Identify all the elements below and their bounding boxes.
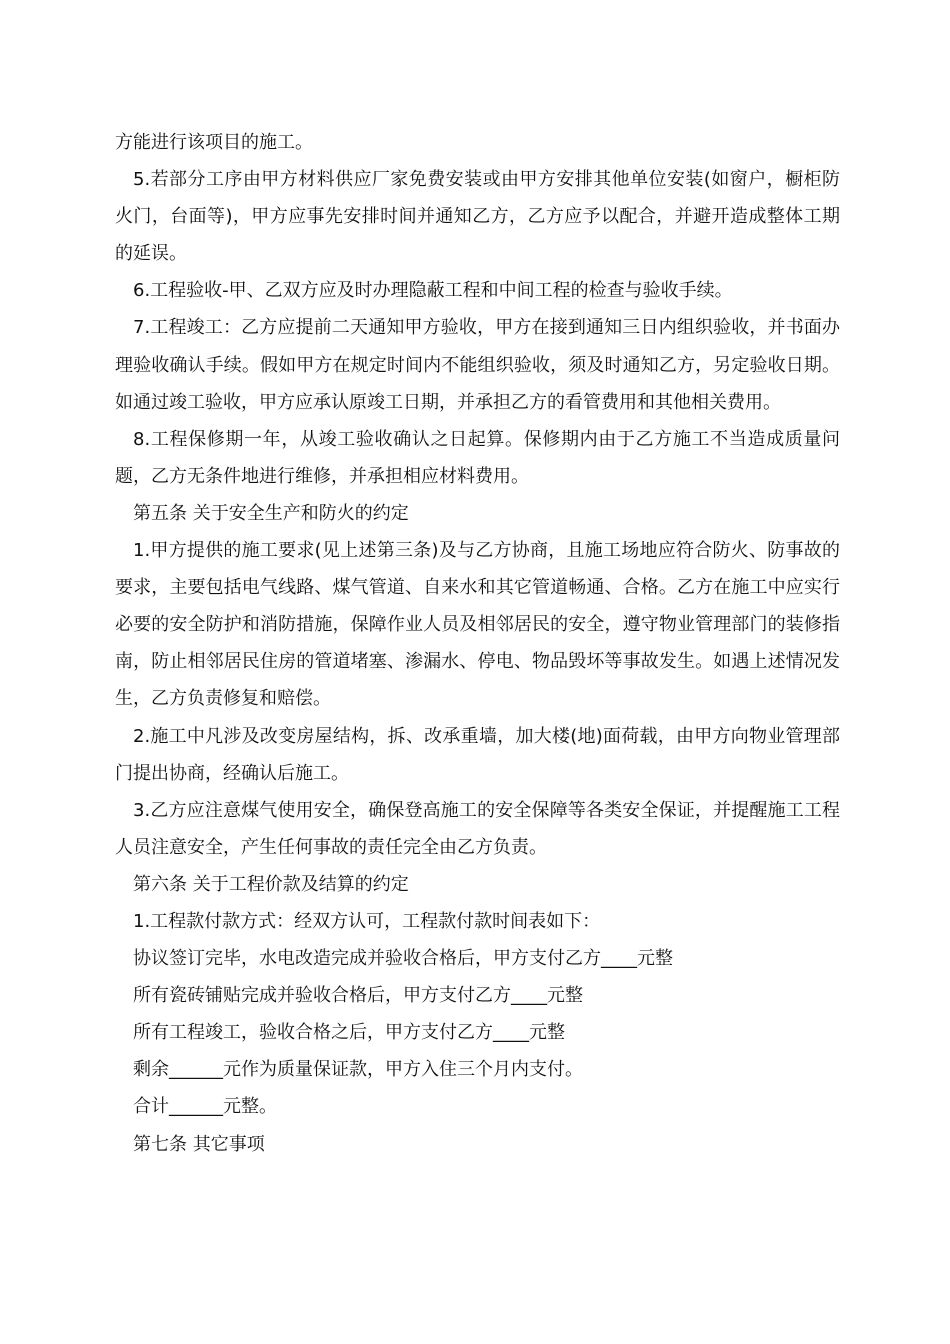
- paragraph-continuation: 方能进行该项目的施工。: [115, 132, 313, 153]
- section-heading-article-5: 第五条 关于安全生产和防火的约定: [133, 502, 409, 524]
- payment-line-tiles: 所有瓷砖铺贴完成并验收合格后，甲方支付乙方____元整: [133, 985, 583, 1007]
- section-heading-article-6: 第六条 关于工程价款及结算的约定: [133, 873, 409, 895]
- paragraph-clause-6: 6.工程验收-甲、乙双方应及时办理隐蔽工程和中间工程的检查与验收手续。: [133, 280, 733, 302]
- payment-line-total: 合计______元整。: [133, 1096, 277, 1118]
- payment-line-retention: 剩余______元作为质量保证款，甲方入住三个月内支付。: [133, 1059, 583, 1081]
- paragraph-safety-3: 3.乙方应注意煤气使用安全，确保登高施工的安全保障等各类安全保证，并提醒施工工程人员注意安全，产生任何事故的责任完全由乙方负责。: [115, 799, 840, 858]
- paragraph-safety-2: 2.施工中凡涉及改变房屋结构，拆、改承重墙，加大楼(地)面荷载，由甲方向物业管理部门提出协商，经确认后施工。: [115, 725, 840, 784]
- paragraph-clause-7: 7.工程竣工：乙方应提前二天通知甲方验收，甲方在接到通知三日内组织验收，并书面办理验收确认手续。假如甲方在规定时间内不能组织验收，须及时通知乙方，另定验收日期。如通过竣工验收，甲方应承认原竣工日期，并承担乙方的看管费用和其他相关费用。: [115, 317, 840, 413]
- payment-line-completion: 所有工程竣工，验收合格之后，甲方支付乙方____元整: [133, 1022, 565, 1044]
- paragraph-clause-8: 8.工程保修期一年，从竣工验收确认之日起算。保修期内由于乙方施工不当造成质量问题，乙方无条件地进行维修，并承担相应材料费用。: [115, 428, 840, 487]
- paragraph-payment-1: 1.工程款付款方式：经双方认可，工程款付款时间表如下：: [133, 910, 601, 932]
- paragraph-clause-5: 5.若部分工序由甲方材料供应厂家免费安装或由甲方安排其他单位安装(如窗户，橱柜防火门，台面等)，甲方应事先安排时间并通知乙方，乙方应予以配合，并避开造成整体工期的延误。: [115, 169, 840, 265]
- document-body: [115, 124, 840, 1163]
- paragraph-safety-1: 1.甲方提供的施工要求(见上述第三条)及与乙方协商，且施工场地应符合防火、防事故的要求，主要包括电气线路、煤气管道、自来水和其它管道畅通、合格。乙方在施工中应实行必要的安全防护和消防措施，保障作业人员及相邻居民的安全，遵守物业管理部门的装修指南，防止相邻居民住房的管道堵塞、渗漏水、停电、物品毁坏等事故发生。如遇上述情况发生，乙方负责修复和赔偿。: [115, 540, 840, 710]
- section-heading-article-7: 第七条 其它事项: [133, 1133, 265, 1155]
- payment-line-signing: 协议签订完毕，水电改造完成并验收合格后，甲方支付乙方____元整: [133, 948, 673, 970]
